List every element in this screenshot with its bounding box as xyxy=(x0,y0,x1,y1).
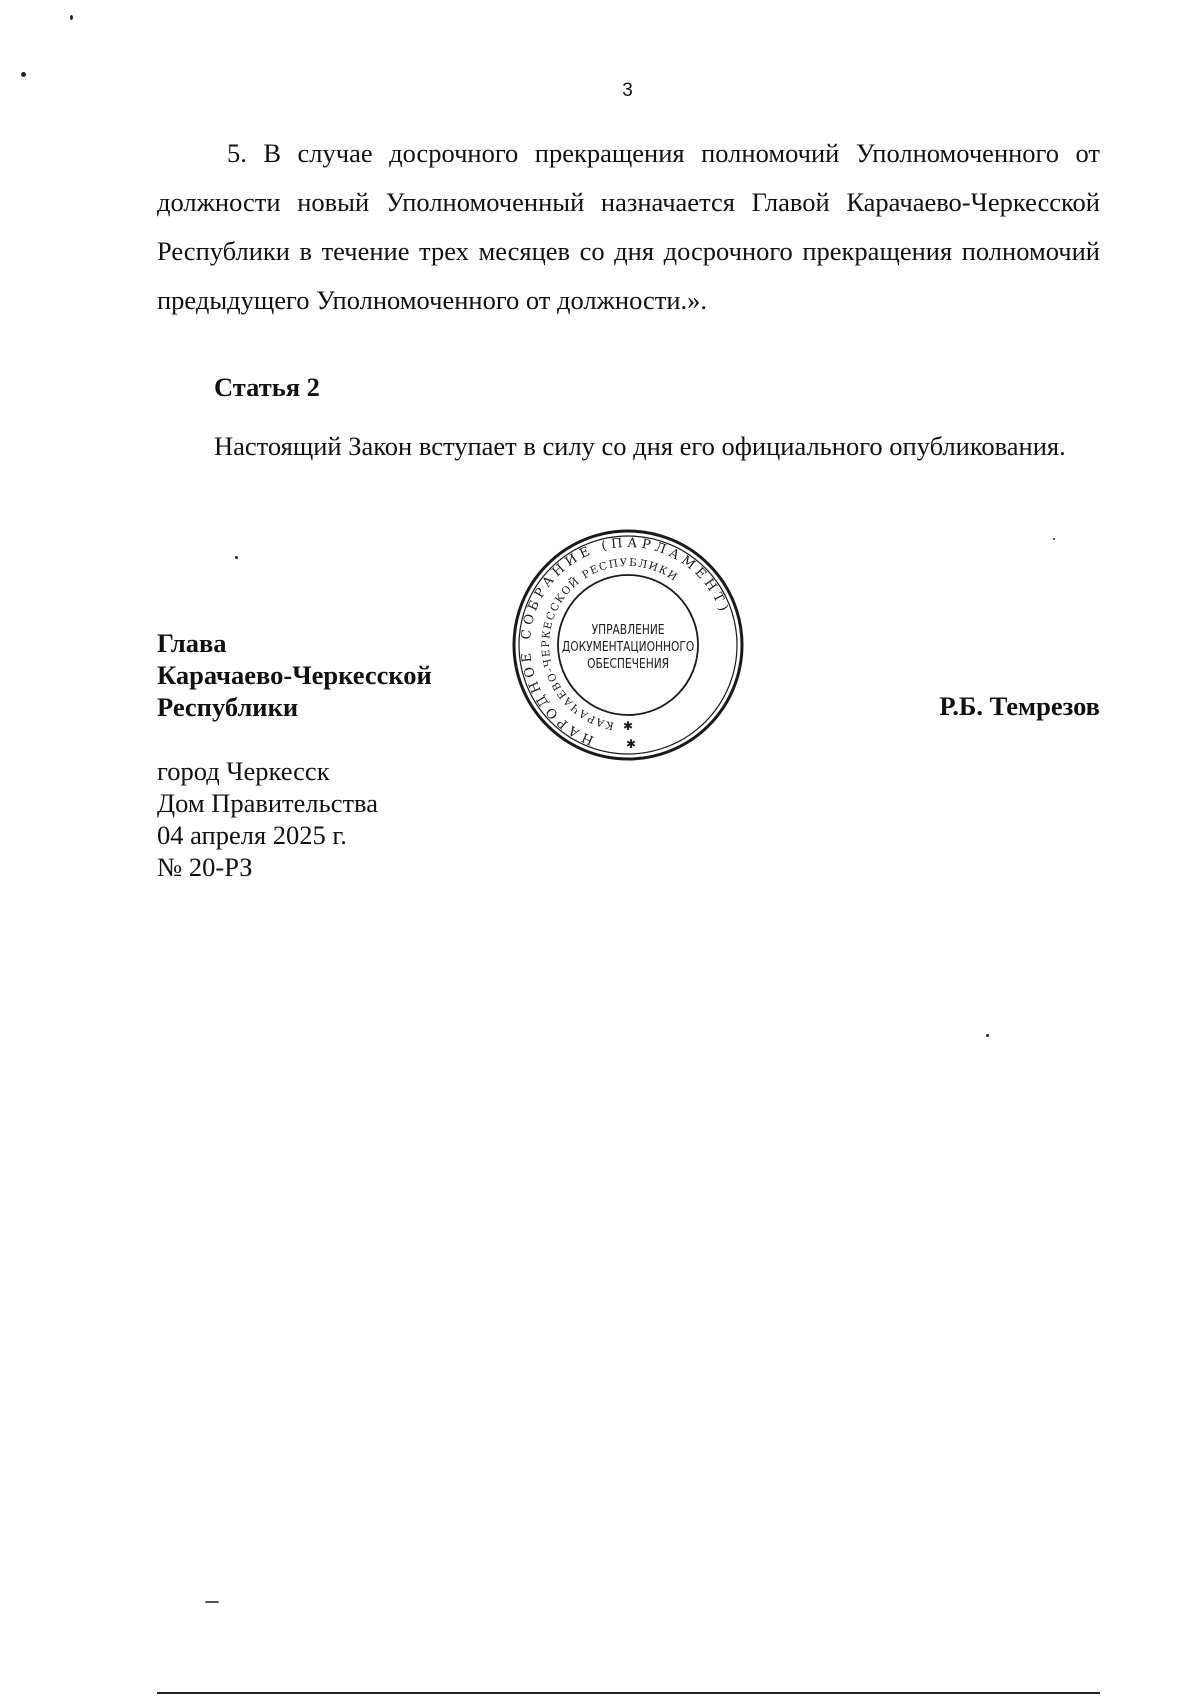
scan-speck xyxy=(70,15,73,20)
law-number: № 20-РЗ xyxy=(157,852,253,882)
seal-star-icon: ✱ xyxy=(626,737,637,751)
signatory-title-line-2: Карачаево-Черкесской xyxy=(157,660,432,690)
signatory-title-line-3: Республики xyxy=(157,692,299,722)
scan-speck xyxy=(1053,538,1055,540)
signatory-title-line-1: Глава xyxy=(157,628,227,658)
seal-outer-text: НАРОДНОЕ СОБРАНИЕ (ПАРЛАМЕНТ) xyxy=(518,535,732,748)
article-2-text: Настоящий Закон вступает в силу со дня его официального опубликования. xyxy=(214,431,1066,461)
place-date-block xyxy=(157,755,378,883)
scan-speck xyxy=(21,72,26,77)
paragraph-5: 5. В случае досрочного прекращения полномочий Уполномоченного от должности новый Уполномоченный назначается Главой Карачаево-Черкесской Республики в течение трех месяцев со дня досрочного прекращения полномочий предыдущего Уполномоченного от должности.». xyxy=(157,138,1100,315)
seal-inner-ring-text: КАРАЧАЕВО-ЧЕРКЕССКОЙ РЕСПУБЛИКИ xyxy=(539,556,681,732)
signatory-title xyxy=(157,627,432,723)
page-number: 3 xyxy=(622,80,633,101)
seal-center-line-3: ОБЕСПЕЧЕНИЯ xyxy=(587,655,670,672)
scan-speck xyxy=(986,1034,989,1037)
bottom-rule xyxy=(157,1692,1100,1694)
date: 04 апреля 2025 г. xyxy=(157,820,347,850)
official-seal xyxy=(510,527,746,763)
city: город Черкесск xyxy=(157,756,330,786)
scan-speck xyxy=(205,1601,219,1603)
seal-star-icon: ✱ xyxy=(623,719,634,733)
seal-center-line-1: УПРАВЛЕНИЕ xyxy=(591,621,665,638)
scan-speck xyxy=(235,556,238,559)
signatory-name: Р.Б. Темрезов xyxy=(939,691,1100,721)
building: Дом Правительства xyxy=(157,788,378,818)
seal-center-line-2: ДОКУМЕНТАЦИОННОГО xyxy=(561,638,695,655)
article-2-title: Статья 2 xyxy=(214,372,320,402)
